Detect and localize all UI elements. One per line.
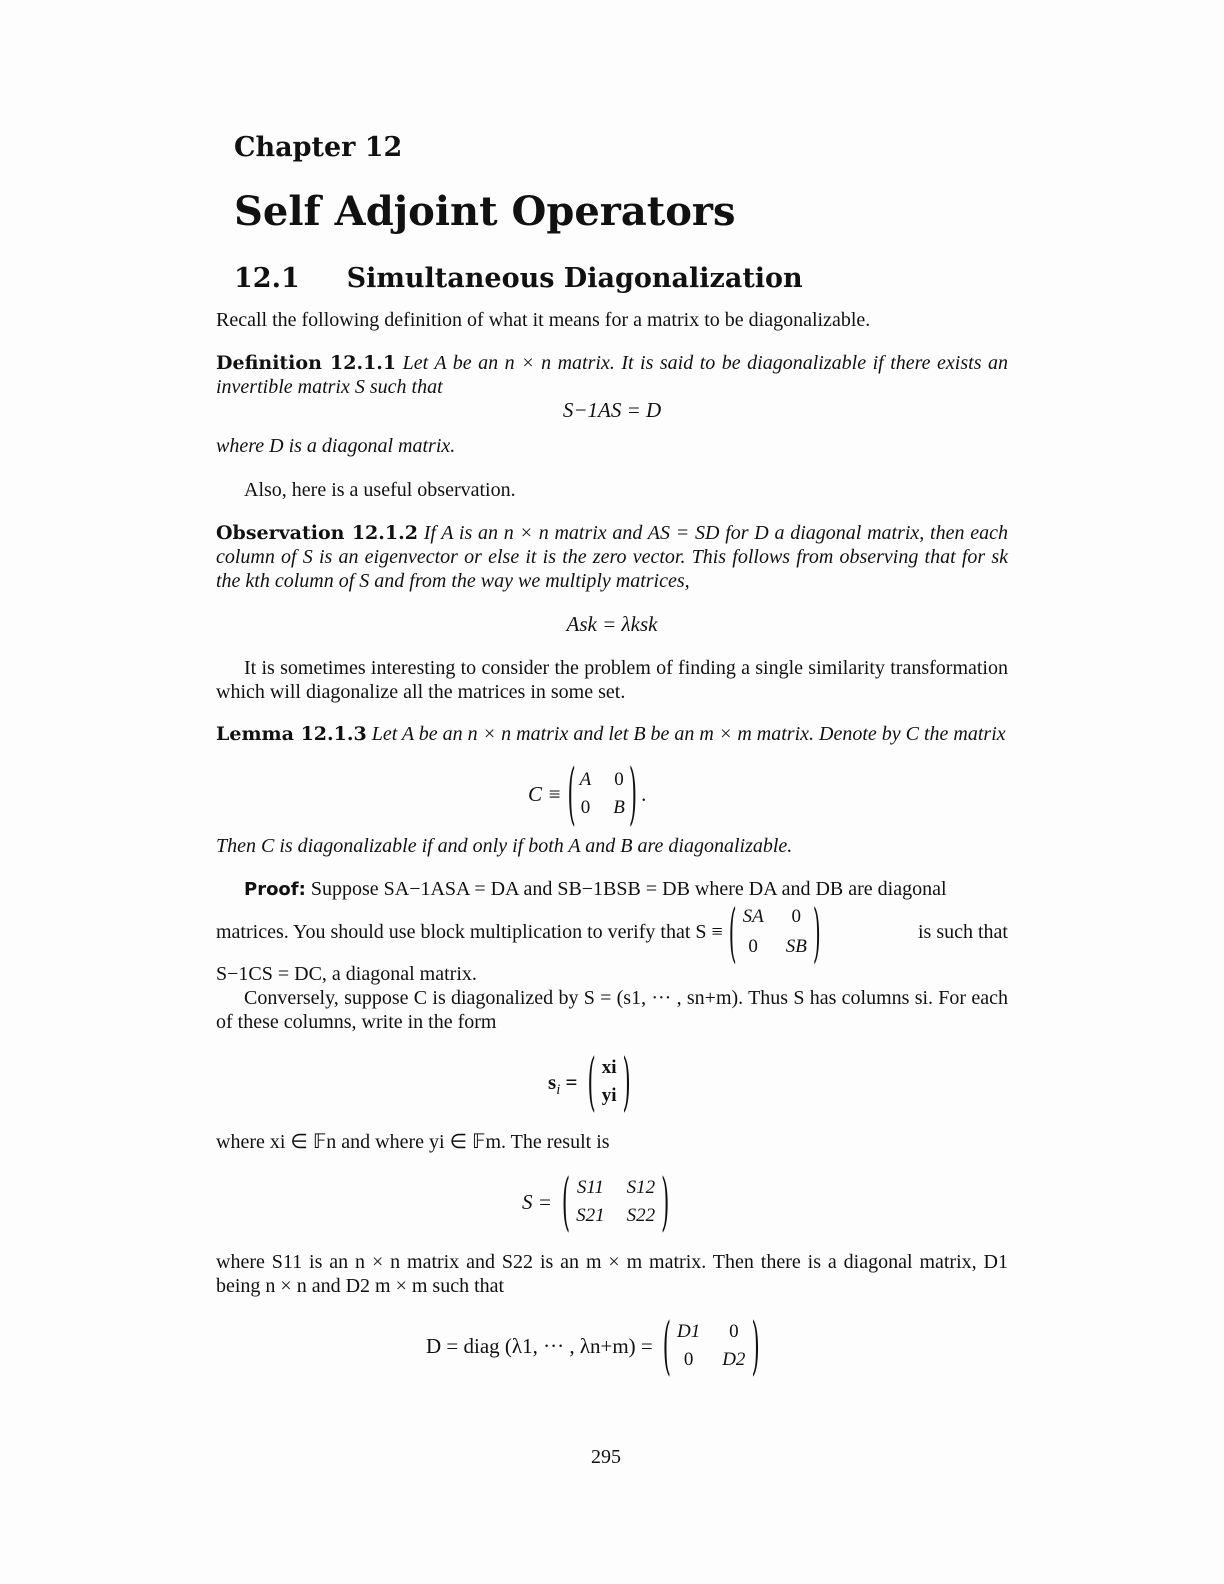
- matrix-cell: 0: [683, 1349, 694, 1370]
- right-paren: ): [812, 893, 821, 971]
- lemma-matrix: [580, 769, 625, 819]
- matrix-cell: B: [613, 797, 625, 818]
- right-paren: ): [661, 1166, 670, 1238]
- vector-cell: xi: [601, 1057, 617, 1078]
- d-diag-lhs: D = diag (λ1, ··· , λn+m) =: [426, 1333, 653, 1358]
- lemma-after: Then C is diagonalizable if and only if both A and B are diagonalizable.: [216, 835, 793, 857]
- definition-label: Definition 12.1.1: [216, 352, 397, 374]
- s-matrix: [743, 905, 807, 959]
- chapter-title: Self Adjoint Operators: [234, 188, 736, 235]
- definition-equation: S−1AS = D: [562, 398, 662, 422]
- right-paren: ): [628, 755, 638, 833]
- matrix-cell: D2: [722, 1349, 746, 1370]
- where-x-paragraph: where xi ∈ 𝔽n and where yi ∈ 𝔽m. The result is: [216, 1131, 610, 1153]
- proof-line2: [216, 893, 1008, 971]
- matrix-cell: S12: [626, 1177, 656, 1198]
- observation-label: Observation 12.1.2: [216, 522, 418, 544]
- conversely-paragraph: Conversely, suppose C is diagonalized by S = (s1, ··· , sn+m). Thus S has columns si. For each of these columns, write in the form: [216, 987, 1008, 1033]
- lemma-block: [216, 722, 1008, 746]
- also-paragraph: Also, here is a useful observation.: [244, 479, 516, 501]
- matrix-cell: 0: [748, 936, 758, 957]
- section-number: 12.1: [234, 263, 300, 294]
- period: .: [641, 781, 647, 806]
- page-number: 295: [591, 1446, 621, 1468]
- si-lhs: $s_i$ =: [548, 1069, 578, 1098]
- matrix-cell: S21: [576, 1205, 605, 1226]
- matrix-cell: 0: [729, 1321, 739, 1342]
- matrix-cell: SB: [785, 936, 807, 957]
- left-paren: (: [728, 893, 737, 971]
- lemma-matrix-equation: [528, 755, 647, 833]
- proof-text-line1: Suppose SA−1ASA = DA and SB−1BSB = DB where DA and DB are diagonal: [310, 878, 947, 900]
- matrix-cell: S11: [576, 1177, 604, 1198]
- left-paren: (: [662, 1310, 671, 1382]
- chapter-label: Chapter 12: [234, 132, 403, 163]
- right-paren: ): [622, 1046, 631, 1118]
- left-paren: (: [561, 1166, 571, 1238]
- lemma-matrix-lhs: C ≡: [528, 781, 562, 806]
- left-paren: (: [567, 755, 576, 833]
- s-block-equation: [522, 1166, 675, 1238]
- where-s11-paragraph: where S11 is an n × n matrix and S22 is an m × m matrix. Then there is a diagonal matrix, D1 being n × n and D2 m × m such that: [216, 1251, 1008, 1297]
- matrix-cell: 0: [614, 769, 624, 790]
- proof-line1: [216, 877, 1008, 902]
- d-matrix: [677, 1321, 745, 1371]
- si-vector-equation: [548, 1046, 637, 1118]
- observation-block: [216, 521, 1008, 593]
- right-paren: ): [751, 1310, 760, 1382]
- s-block-matrix: [576, 1177, 655, 1227]
- d-diag-equation: [426, 1310, 766, 1382]
- observation-text: If A is an n × n matrix and AS = SD for D a diagonal matrix, then each column of S is an eigenvector or else it is the zero vector. This follows from observing that for sk the kth column of S and from the way we multiply matrices,: [216, 522, 1008, 592]
- proof-label: Proof:: [244, 879, 306, 900]
- proof-text-line2a: matrices. You should use block multiplication to verify that S ≡: [216, 921, 723, 943]
- section-title: Simultaneous Diagonalization: [346, 263, 803, 294]
- matrix-cell: SA: [742, 906, 764, 927]
- matrix-cell: D1: [676, 1321, 701, 1342]
- lemma-label: Lemma 12.1.3: [216, 723, 367, 745]
- si-vector: [602, 1057, 617, 1107]
- definition-after: where D is a diagonal matrix.: [216, 435, 456, 457]
- definition-text: Let A be an n × n matrix. It is said to be diagonalizable if there exists an invertible matrix S such that: [216, 352, 1008, 398]
- proof-line3: S−1CS = DC, a diagonal matrix.: [216, 963, 477, 985]
- matrix-cell: 0: [580, 797, 591, 818]
- lemma-text: Let A be an n × n matrix and let B be an m × m matrix. Denote by C the matrix: [371, 723, 1006, 745]
- left-paren: (: [587, 1046, 596, 1118]
- section-heading: [234, 263, 803, 294]
- s-block-lhs: S =: [522, 1189, 552, 1214]
- interesting-paragraph: It is sometimes interesting to consider the problem of finding a single similarity transformation which will diagonalize all the matrices in some set.: [216, 657, 1008, 703]
- matrix-cell: A: [579, 769, 592, 790]
- vector-cell: yi: [601, 1085, 617, 1106]
- matrix-cell: S22: [626, 1205, 656, 1226]
- matrix-cell: 0: [791, 906, 802, 927]
- observation-equation: Ask = λksk: [566, 612, 658, 636]
- intro-paragraph: Recall the following definition of what it means for a matrix to be diagonalizable.: [216, 309, 871, 331]
- definition-block: [216, 351, 1008, 399]
- proof-text-line2b: is such that: [918, 921, 1008, 943]
